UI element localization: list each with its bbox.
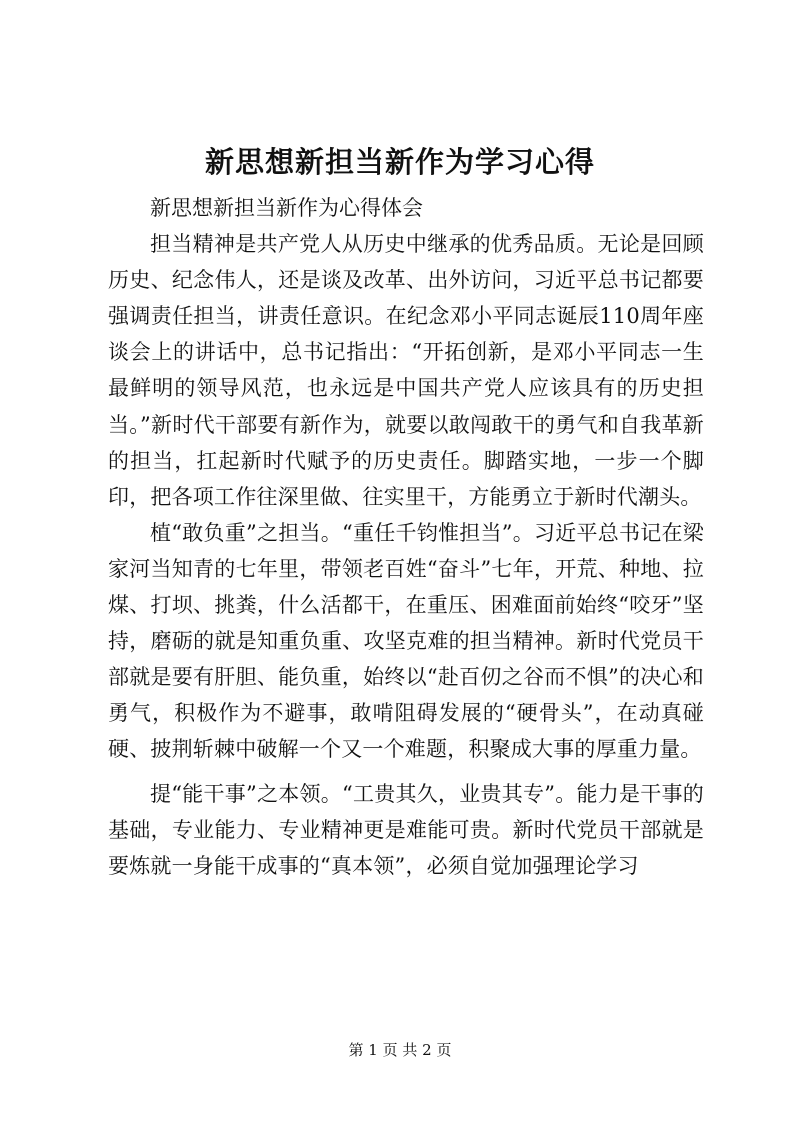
paragraph-2: 植“敢负重”之担当。“重任千钧惟担当”。习近平总书记在梁家河当知青的七年里，带领老百姓“奋斗”七年，开荒、种地、拉煤、打坝、挑粪，什么活都干，在重压、困难面前始终“咬牙”坚持，磨砺的就是知重负重、攻坚克难的担当精神。新时代党员干部就是要有肝胆、能负重，始终以“赴百仞之谷而不惧”的决心和勇气，积极作为不避事，敢啃阻碍发展的“硬骨头”，在动真碰硬、披荆斩棘中破解一个又一个难题，积聚成大事的厚重力量。 <box>108 520 704 762</box>
document-title: 新思想新担当新作为学习心得 <box>204 145 595 179</box>
page-footer: 第 1 页 共 2 页 <box>348 1041 452 1059</box>
paragraph-1: 担当精神是共产党人从历史中继承的优秀品质。无论是回顾历史、纪念伟人，还是谈及改革、出外访问，习近平总书记都要强调责任担当，讲责任意识。在纪念邓小平同志诞辰110周年座谈会上的讲话中，总书记指出：“开拓创新，是邓小平同志一生最鲜明的领导风范，也永远是中国共产党人应该具有的历史担当。”新时代干部要有新作为，就要以敢闯敢干的勇气和自我革新的担当，扛起新时代赋予的历史责任。脚踏实地，一步一个脚印，把各项工作往深里做、往实里干，方能勇立于新时代潮头。 <box>108 232 704 509</box>
paragraph-3: 提“能干事”之本领。“工贵其久，业贵其专”。能力是干事的基础，专业能力、专业精神更是难能可贵。新时代党员干部就是要炼就一身能干成事的“真本领”，必须自觉加强理论学习 <box>108 781 704 878</box>
document-body <box>108 190 704 884</box>
document-subtitle: 新思想新担当新作为心得体会 <box>150 196 423 220</box>
